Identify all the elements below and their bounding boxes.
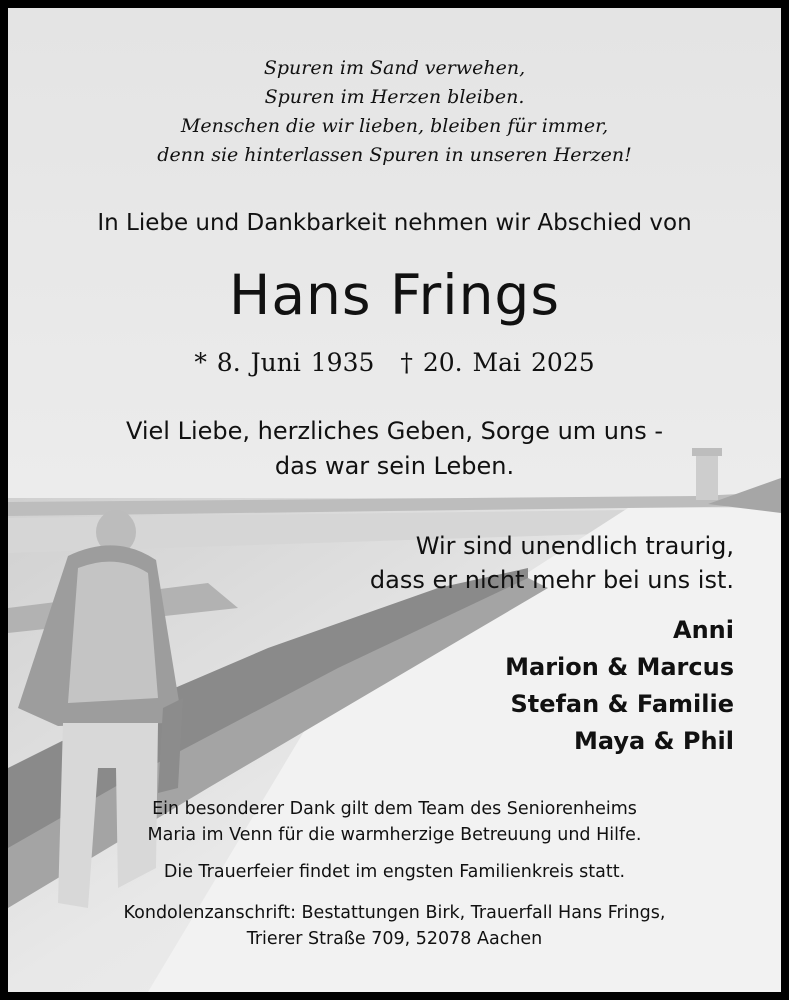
poem-line: Spuren im Herzen bleiben.	[264, 86, 525, 108]
tribute	[8, 414, 781, 484]
birth-date: * 8. Juni 1935	[194, 348, 375, 377]
death-date: † 20. Mai 2025	[400, 348, 595, 377]
funeral-note: Die Trauerfeier findet im engsten Familienkreis statt.	[163, 862, 626, 882]
poem-line: Menschen die wir lieben, bleiben für immer,	[180, 115, 609, 137]
thanks-line: Ein besonderer Dank gilt dem Team des Seniorenheims	[152, 799, 637, 819]
intro-line: In Liebe und Dankbarkeit nehmen wir Abschied von	[97, 210, 692, 236]
condolence-address	[8, 900, 781, 952]
tribute-line: das war sein Leben.	[274, 452, 515, 480]
life-dates	[8, 348, 781, 377]
mourner: Anni	[673, 616, 734, 644]
sorrow-line: Wir sind unendlich traurig,	[415, 532, 734, 560]
condolence-line: Trierer Straße 709, 52078 Aachen	[246, 929, 543, 949]
poem	[8, 54, 781, 170]
condolence-line: Kondolenzanschrift: Bestattungen Birk, Trauerfall Hans Frings,	[123, 903, 666, 923]
tribute-line: Viel Liebe, herzliches Geben, Sorge um uns -	[125, 417, 664, 445]
thanks-line: Maria im Venn für die warmherzige Betreuung und Hilfe.	[147, 825, 642, 845]
thanks-note	[8, 796, 781, 848]
sorrow-line: dass er nicht mehr bei uns ist.	[369, 566, 734, 594]
mourner: Maya & Phil	[574, 727, 734, 755]
obituary-text	[8, 8, 781, 992]
mourner: Stefan & Familie	[510, 690, 734, 718]
deceased-name: Hans Frings	[228, 263, 560, 327]
mourners-list	[505, 612, 734, 760]
mourner: Marion & Marcus	[505, 653, 734, 681]
poem-line: denn sie hinterlassen Spuren in unseren Herzen!	[157, 144, 632, 166]
poem-line: Spuren im Sand verwehen,	[263, 57, 526, 79]
sorrow-statement	[370, 529, 734, 597]
